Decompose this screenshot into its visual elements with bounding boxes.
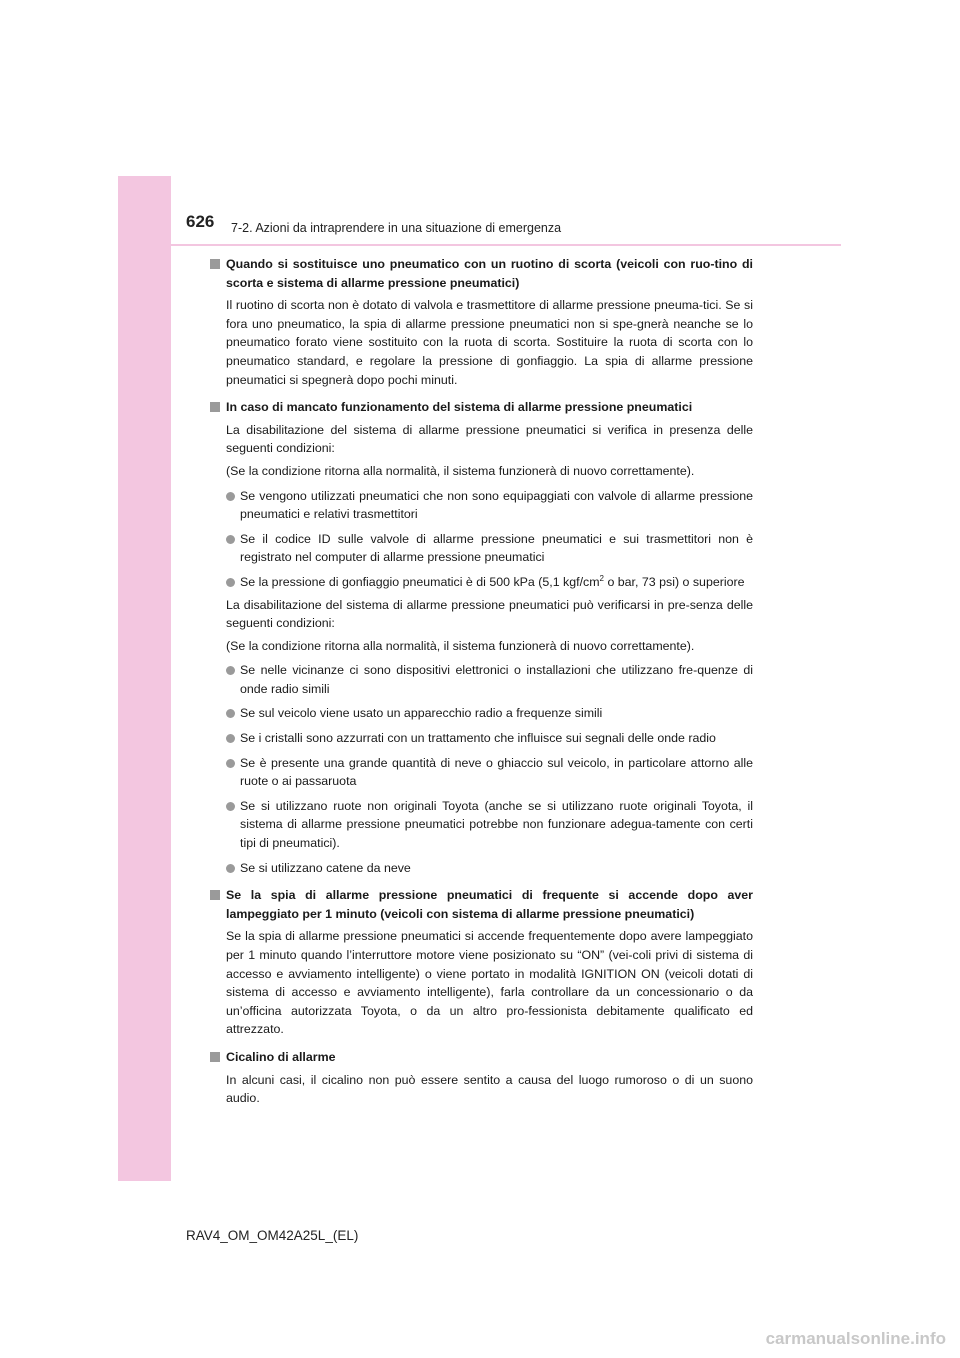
list-item-text: Se si utilizzano catene da neve <box>240 860 411 875</box>
page-number: 626 <box>186 212 215 231</box>
section-heading <box>210 886 753 923</box>
body-paragraph: In alcuni casi, il cicalino non può essere sentito a causa del luogo rumoroso o di un suono audio. <box>226 1072 753 1106</box>
list-item <box>210 859 753 878</box>
circle-bullet-icon <box>226 709 235 718</box>
list-item-text: Se il codice ID sulle valvole di allarme pressione pneumatici e sui trasmettitori non è registrato nel computer di allarme pressione pneumatici <box>240 531 753 565</box>
watermark: carmanualsonline.info <box>765 1329 946 1348</box>
square-bullet-icon <box>210 402 220 412</box>
heading-text: Se la spia di allarme pressione pneumatici di frequente si accende dopo aver lampeggiato per 1 minuto (veicoli con sistema di allarme pressione pneumatici) <box>226 888 753 921</box>
list-item <box>210 704 753 723</box>
list-item-text-part: o bar, 73 psi) o superiore <box>604 574 745 589</box>
superscript: 2 <box>599 573 604 583</box>
list-item-text: Se nelle vicinanze ci sono dispositivi elettronici o installazioni che utilizzano fre-quenze di onde radio simili <box>240 663 753 696</box>
list-item-text: Se vengono utilizzati pneumatici che non sono equipaggiati con valvole di allarme pressione pneumatici e relativi trasmettitori <box>240 488 753 522</box>
section-frequent-warning <box>210 886 753 1039</box>
list-item <box>210 797 753 853</box>
list-item <box>210 729 753 748</box>
list-item-text: Se è presente una grande quantità di neve o ghiaccio sul veicolo, in particolare attorno alle ruote o ai passaruota <box>240 755 753 789</box>
list-item <box>210 573 753 592</box>
heading-text: Cicalino di allarme <box>226 1049 336 1064</box>
list-item <box>210 754 753 791</box>
heading-text: Quando si sostituisce uno pneumatico con un ruotino di scorta (veicoli con ruo-tino di scorta e sistema di allarme pressione pneumatici) <box>226 257 753 290</box>
note-paragraph: (Se la condizione ritorna alla normalità, il sistema funzionerà di nuovo correttamente). <box>226 638 695 653</box>
list-item-text-part: Se la pressione di gonfiaggio pneumatici è di 500 kPa (5,1 kgf/cm <box>240 574 600 589</box>
heading-text: In caso di mancato funzionamento del sistema di allarme pressione pneumatici <box>226 400 693 415</box>
square-bullet-icon <box>210 890 220 900</box>
section-malfunction <box>210 398 753 877</box>
header-divider <box>171 244 841 246</box>
circle-bullet-icon <box>226 535 235 544</box>
list-item-text: Se sul veicolo viene usato un apparecchio radio a frequenze simili <box>240 706 603 721</box>
list-item-text: Se i cristalli sono azzurrati con un trattamento che influisce sui segnali delle onde radio <box>240 731 716 746</box>
chapter-side-band <box>118 176 171 1181</box>
circle-bullet-icon <box>226 864 235 873</box>
body-paragraph: Il ruotino di scorta non è dotato di valvola e trasmettitore di allarme pressione pneuma-tici. Se si fora uno pneumatico, la spia di allarme pressione pneumatici non si spe-gnerà neanche se lo pneumatico forato viene sostituito con la ruota di scorta. Sostituire la ruota di scorta con lo pneumatico standard, e regolare la pressione di gonfiaggio. La spia di allarme pressione pneumatici si spegnerà dopo pochi minuti. <box>226 298 753 387</box>
list-item <box>210 487 753 524</box>
circle-bullet-icon <box>226 578 235 587</box>
body-paragraph: La disabilitazione del sistema di allarme pressione pneumatici può verificarsi in pre-senza delle seguenti condizioni: <box>226 597 753 631</box>
section-heading <box>210 255 753 292</box>
main-content <box>210 255 753 1117</box>
list-item <box>210 661 753 698</box>
body-paragraph: Se la spia di allarme pressione pneumatici si accende frequentemente dopo avere lampeggiato per 1 minuto quando l’interruttore motore viene posizionato su “ON” (vei-coli privi di sistema di accesso e avviamento intelligente) o viene portato in modalità IGNITION ON (veicoli dotati di sistema di accesso e avviamento intelligente), farla controllare da un concessionario o da un’officina autorizzata Toyota, o da un altro pro-fessionista debitamente qualificato ed attrezzato. <box>226 929 753 1037</box>
square-bullet-icon <box>210 1052 220 1062</box>
circle-bullet-icon <box>226 734 235 743</box>
section-heading <box>210 1048 753 1067</box>
circle-bullet-icon <box>226 666 235 675</box>
circle-bullet-icon <box>226 759 235 768</box>
circle-bullet-icon <box>226 492 235 501</box>
note-paragraph: (Se la condizione ritorna alla normalità, il sistema funzionerà di nuovo correttamente). <box>226 463 695 478</box>
list-item <box>210 530 753 567</box>
chapter-title: 7-2. Azioni da intraprendere in una situazione di emergenza <box>231 221 562 235</box>
body-paragraph: La disabilitazione del sistema di allarme pressione pneumatici si verifica in presenza delle seguenti condizioni: <box>226 422 753 456</box>
list-item-text: Se si utilizzano ruote non originali Toyota (anche se si utilizzano ruote originali Toyota, il sistema di allarme pressione pneumatici potrebbe non funzionare adegua-tamente con certi tipi di pneumatici). <box>240 798 753 851</box>
square-bullet-icon <box>210 259 220 269</box>
section-buzzer <box>210 1048 753 1108</box>
manual-model-code: RAV4_OM_OM42A25L_(EL) <box>186 1228 359 1243</box>
section-heading <box>210 398 753 417</box>
circle-bullet-icon <box>226 802 235 811</box>
section-spare-tire <box>210 255 753 389</box>
